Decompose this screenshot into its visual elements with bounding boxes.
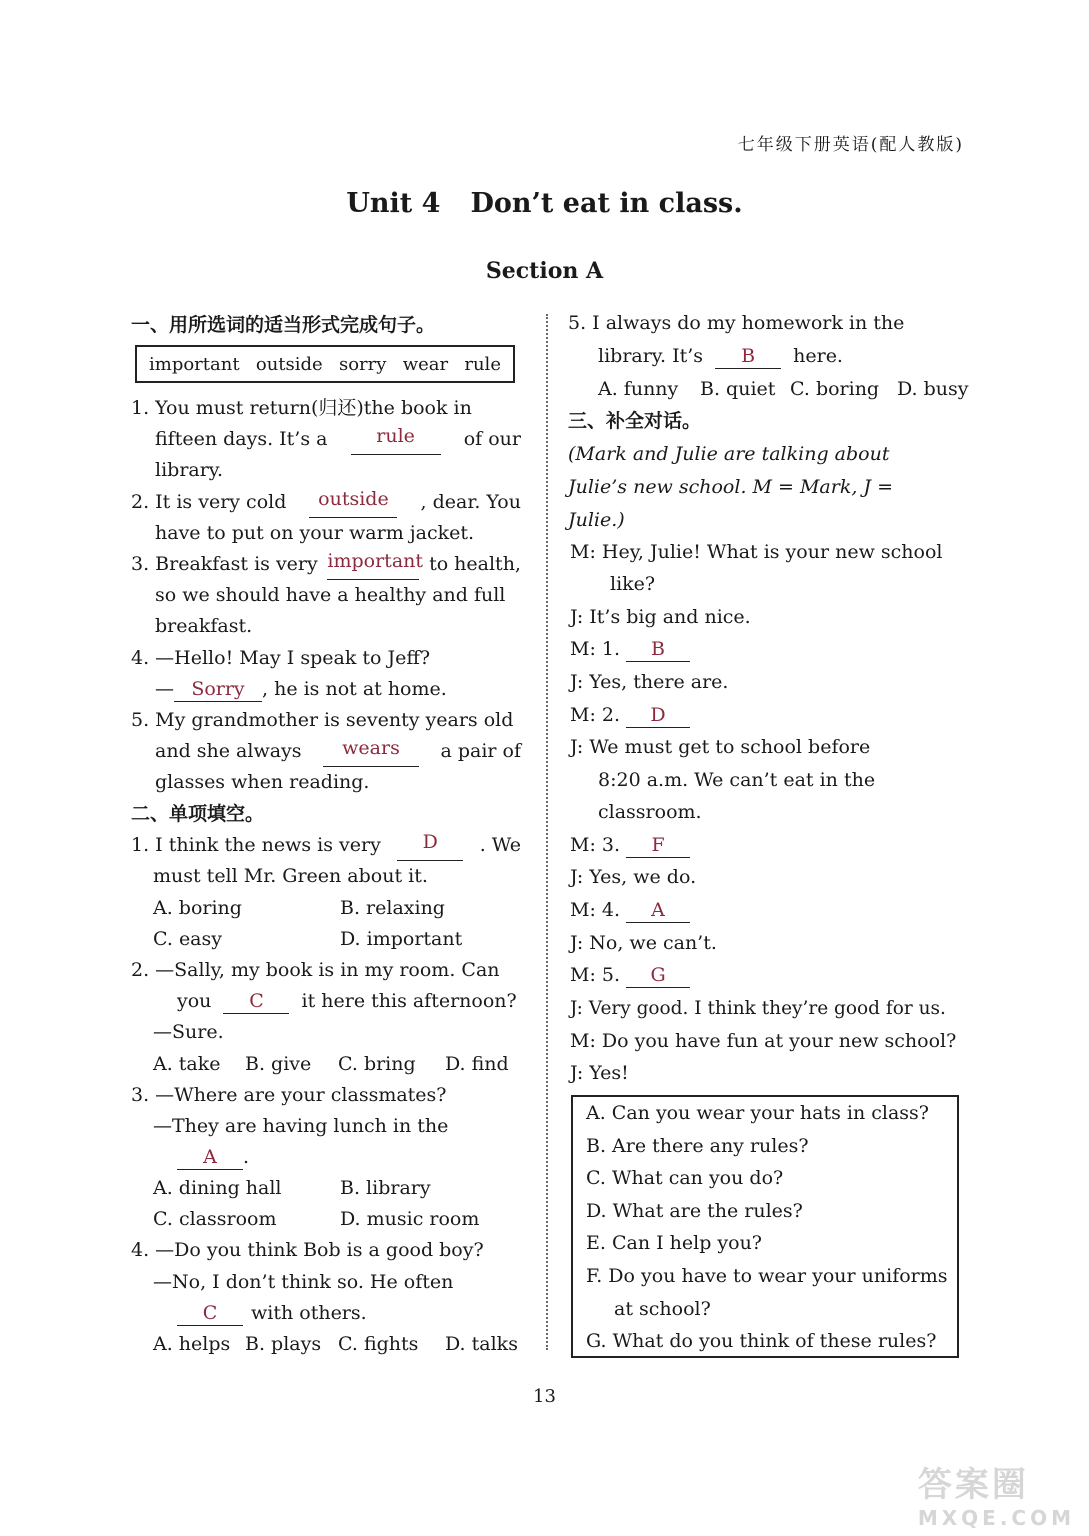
- option-d: D. talks: [445, 1333, 518, 1355]
- answer-blank: D: [626, 703, 690, 728]
- dialog-intro: (Mark and Julie are talking about: [568, 443, 890, 465]
- dialog-blank-line: M: 2. D: [570, 700, 690, 731]
- dialog-line: classroom.: [598, 801, 702, 823]
- p2-q5-line1: 5. I always do my homework in the: [568, 312, 905, 334]
- answer-blank: B: [715, 344, 781, 369]
- watermark-main: 答案圈: [917, 1465, 1029, 1505]
- answer-blank: wears: [323, 736, 419, 767]
- dialog-line: J: Yes, there are.: [570, 671, 729, 693]
- dialog-line: J: Yes, we do.: [570, 866, 697, 888]
- option-c: C. bring: [338, 1053, 416, 1075]
- p2-q1-line1: 1. I think the news is very D . We: [131, 830, 521, 861]
- option-c: C. boring: [790, 378, 880, 400]
- watermark-logo: [918, 1457, 1075, 1530]
- option-a: A. helps: [153, 1333, 231, 1355]
- p2-q3-line3: A .: [177, 1142, 249, 1173]
- p1-q3-line2: so we should have a healthy and full: [155, 584, 506, 606]
- word: wear: [402, 353, 449, 375]
- dialog-line: J: Very good. I think they’re good for us.: [570, 998, 946, 1019]
- answer-blank: C: [177, 1301, 243, 1326]
- p2-q4-line3: C with others.: [177, 1298, 367, 1329]
- answer-blank: Sorry: [174, 677, 262, 702]
- option-b: B. give: [245, 1053, 312, 1075]
- dialog-blank-line: M: 3. F: [570, 830, 690, 861]
- option-item: G. What do you think of these rules?: [586, 1330, 937, 1352]
- p1-q2-line1: 2. It is very cold outside , dear. You: [131, 487, 521, 518]
- option-b: B. plays: [245, 1333, 322, 1355]
- option-d: D. find: [445, 1053, 509, 1075]
- option-d: D. busy: [897, 378, 969, 400]
- option-item: E. Can I help you?: [586, 1232, 762, 1254]
- unit-name: Don’t eat in class.: [470, 188, 743, 219]
- p2-q2-line3: —Sure.: [153, 1021, 224, 1043]
- option-item: at school?: [614, 1298, 711, 1320]
- unit-title: [0, 188, 1089, 219]
- page-number: 13: [533, 1386, 556, 1407]
- answer-blank: F: [626, 833, 690, 858]
- answer-blank: rule: [351, 424, 441, 455]
- word-box: [135, 345, 515, 383]
- answer-blank: G: [626, 963, 690, 988]
- dialog-blank-line: M: 1. B: [570, 634, 690, 665]
- word: outside: [255, 353, 323, 375]
- option-c: C. classroom: [153, 1208, 277, 1230]
- dialog-line: J: It’s big and nice.: [570, 606, 751, 628]
- option-item: F. Do you have to wear your uniforms: [586, 1265, 948, 1287]
- option-b: B. quiet: [700, 378, 776, 400]
- dialog-blank-line: M: 4. A: [570, 895, 690, 926]
- part1-heading: 一、用所选词的适当形式完成句子。: [131, 314, 436, 336]
- option-a: A. take: [153, 1053, 221, 1075]
- answer-blank: outside: [309, 487, 397, 518]
- word: important: [149, 353, 240, 375]
- p2-q4-line1: 4. —Do you think Bob is a good boy?: [131, 1239, 484, 1261]
- part2-heading: 二、单项填空。: [131, 803, 265, 825]
- page-header: 七年级下册英语(配人教版): [737, 135, 964, 155]
- option-b: B. library: [340, 1177, 431, 1199]
- option-item: B. Are there any rules?: [586, 1135, 809, 1157]
- option-item: A. Can you wear your hats in class?: [586, 1102, 929, 1124]
- dialog-blank-line: M: 5. G: [570, 960, 690, 991]
- p1-q1-line3: library.: [155, 459, 224, 481]
- watermark-sub: MXQE.COM: [917, 1506, 1075, 1530]
- p1-q5-line3: glasses when reading.: [155, 771, 370, 793]
- option-d: D. important: [340, 928, 463, 950]
- answer-blank: important: [327, 549, 419, 580]
- dialog-line: J: Yes!: [570, 1062, 629, 1084]
- p1-q3-line3: breakfast.: [155, 615, 253, 637]
- dialog-line: 8:20 a.m. We can’t eat in the: [598, 769, 876, 791]
- p1-q5-line1: 5. My grandmother is seventy years old: [131, 709, 514, 731]
- unit-number: Unit 4: [346, 188, 441, 219]
- answer-blank: A: [626, 898, 690, 923]
- dialog-line: J: We must get to school before: [570, 736, 871, 758]
- p2-q3-line1: 3. —Where are your classmates?: [131, 1084, 447, 1106]
- p1-q5-line2: and she always wears a pair of: [155, 736, 521, 767]
- dialog-line: like?: [610, 573, 656, 595]
- p1-q4-line1: 4. —Hello! May I speak to Jeff?: [131, 647, 431, 669]
- dialog-line: M: Hey, Julie! What is your new school: [570, 541, 943, 563]
- dialog-intro: Julie’s new school. M = Mark, J =: [568, 476, 894, 498]
- dialog-line: M: Do you have fun at your new school?: [570, 1030, 957, 1052]
- option-a: A. boring: [153, 897, 242, 919]
- p2-q5-line2: library. It’s B here.: [598, 345, 843, 367]
- option-item: D. What are the rules?: [586, 1200, 803, 1222]
- option-b: B. relaxing: [340, 897, 445, 919]
- answer-blank: D: [397, 830, 463, 861]
- answer-blank: A: [177, 1145, 243, 1170]
- column-divider: [546, 314, 548, 1350]
- dialog-line: J: No, we can’t.: [570, 932, 717, 954]
- option-a: A. dining hall: [153, 1177, 282, 1199]
- dialog-intro: Julie.): [568, 509, 625, 531]
- word: rule: [464, 353, 501, 375]
- option-c: C. easy: [153, 928, 222, 950]
- p2-q2-line2: you C it here this afternoon?: [177, 990, 517, 1012]
- p1-q1-line1: 1. You must return(归还)the book in: [131, 397, 472, 419]
- p1-q2-line2: have to put on your warm jacket.: [155, 522, 475, 544]
- p1-q4-line2: — Sorry , he is not at home.: [155, 678, 447, 700]
- p1-q1-line2: fifteen days. It’s a rule of our: [155, 424, 521, 455]
- p1-q3-line1: 3. Breakfast is very important to health,: [131, 549, 521, 580]
- section-title: Section A: [485, 258, 604, 284]
- p2-q2-line1: 2. —Sally, my book is in my room. Can: [131, 959, 500, 981]
- part3-heading: 三、补全对话。: [568, 410, 702, 432]
- p2-q3-line2: —They are having lunch in the: [153, 1115, 449, 1137]
- option-a: A. funny: [598, 378, 679, 400]
- answer-blank: C: [223, 989, 289, 1014]
- word: sorry: [338, 353, 387, 375]
- option-d: D. music room: [340, 1208, 480, 1230]
- option-item: C. What can you do?: [586, 1167, 784, 1189]
- answer-blank: B: [626, 637, 690, 662]
- option-c: C. fights: [338, 1333, 419, 1355]
- p2-q4-line2: —No, I don’t think so. He often: [153, 1271, 454, 1293]
- p2-q1-line2: must tell Mr. Green about it.: [153, 865, 428, 887]
